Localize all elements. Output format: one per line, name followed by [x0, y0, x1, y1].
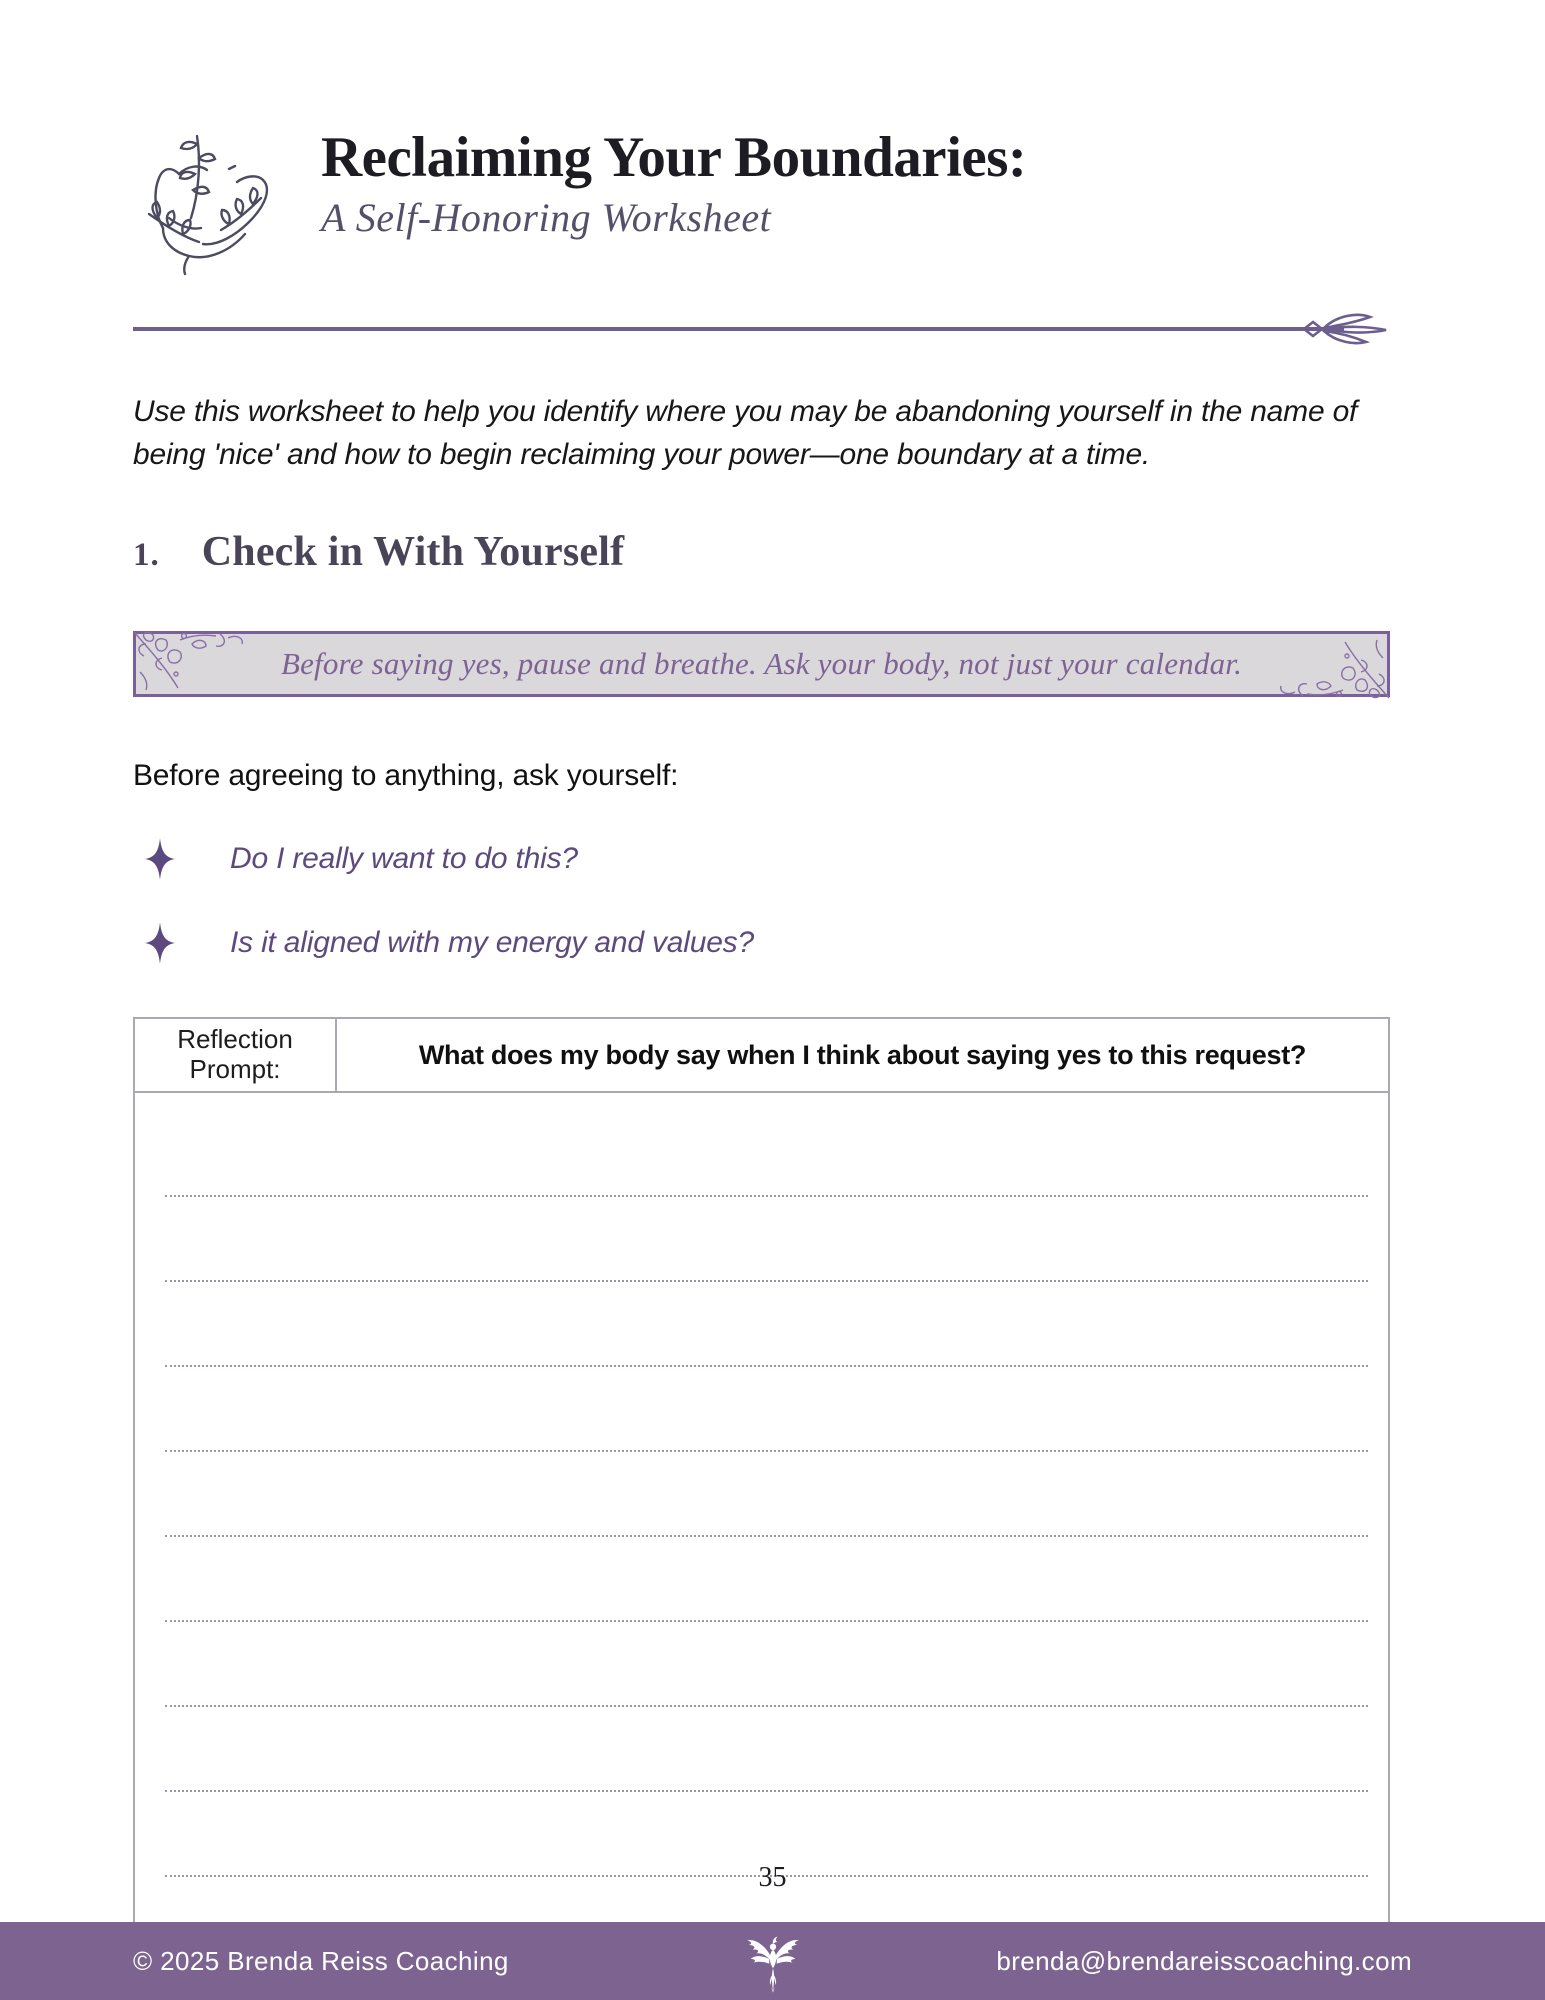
page-subtitle: A Self-Honoring Worksheet — [321, 194, 772, 240]
prompt-intro: Before agreeing to anything, ask yourself: — [133, 759, 679, 793]
page-footer — [0, 1922, 1545, 2000]
footer-copyright: © 2025 Brenda Reiss Coaching — [133, 1945, 509, 1976]
reflection-question: What does my body say when I think about saying yes to this request? — [418, 1039, 1307, 1070]
reflection-label: Reflection Prompt: — [135, 1019, 337, 1091]
sparkle-icon — [145, 922, 175, 964]
diamond-leaf-ornament-icon — [1294, 312, 1390, 346]
section-heading — [133, 528, 1422, 576]
page-header — [133, 120, 1422, 280]
bullet-item — [133, 921, 1422, 965]
writing-line — [165, 1707, 1368, 1792]
title-block — [321, 120, 1026, 241]
writing-line — [165, 1452, 1368, 1537]
quote-text: Before saying yes, pause and breathe. Ask your body, not just your calendar. — [280, 646, 1243, 682]
divider-line — [133, 327, 1344, 331]
phoenix-logo-icon — [745, 1931, 801, 1997]
section-title: Check in With Yourself — [201, 529, 625, 576]
self-hug-illustration-icon — [133, 122, 285, 280]
reflection-table — [133, 1017, 1390, 1927]
intro-paragraph: Use this worksheet to help you identify where you may be abandoning yourself in the name of being 'nice' and how to begin reclaiming your power—one boundary at a time. — [133, 395, 1358, 471]
bullet-text: Is it aligned with my energy and values? — [230, 926, 754, 960]
quote-banner — [133, 631, 1390, 697]
writing-area[interactable] — [135, 1093, 1388, 1923]
section-number: 1. — [133, 537, 160, 574]
writing-line — [165, 1537, 1368, 1622]
writing-line — [165, 1112, 1368, 1197]
writing-line — [165, 1622, 1368, 1707]
writing-line — [165, 1367, 1368, 1452]
writing-line — [165, 1282, 1368, 1367]
floral-corner-icon — [132, 630, 252, 692]
page-number: 35 — [758, 1862, 787, 1893]
bullet-list — [133, 837, 1422, 965]
footer-email: brenda@brendareisscoaching.com — [996, 1945, 1412, 1976]
section-divider — [133, 312, 1390, 346]
bullet-text: Do I really want to do this? — [230, 842, 578, 876]
bullet-item — [133, 837, 1422, 881]
writing-line — [165, 1197, 1368, 1282]
reflection-header-row — [135, 1019, 1388, 1093]
sparkle-icon — [145, 838, 175, 880]
floral-corner-icon — [1271, 638, 1391, 700]
page-title: Reclaiming Your Boundaries: — [321, 126, 1027, 189]
